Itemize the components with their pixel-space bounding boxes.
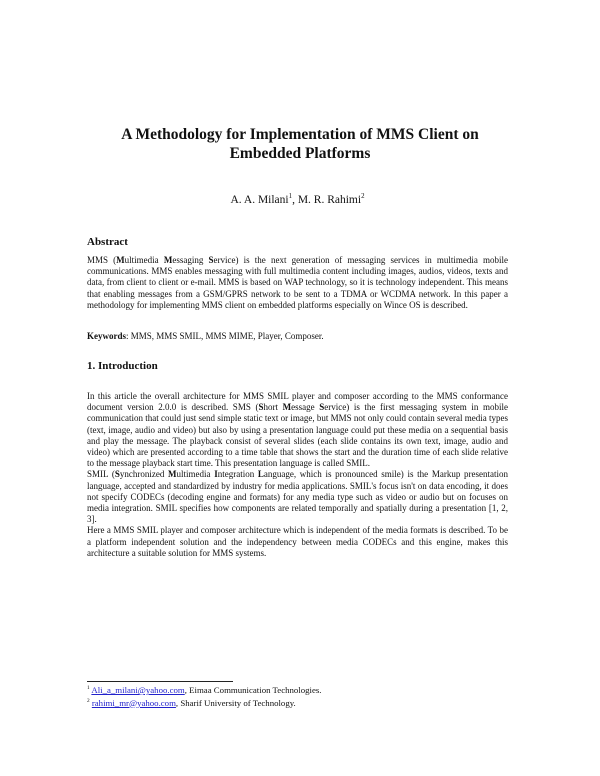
footnote: $^1$ Ali_a_milani@yahoo.com, Eimaa Communication Technologies. [87,685,322,695]
footnote-separator [87,681,233,682]
introduction-paragraph: In this article the overall architecture for MMS SMIL player and composer according to the MMS conformance document version 2.0.0 is described. SMS (Short Message Service) is the first messaging system in mobile communication that could just send simple static text or image, but MMS not only could contain several media types (text, image, audio and video) but also by using a presentation language could put these media on a sequential basis and play the message. The playback consist of several slides (each slide contains its own text, image, audio and video) which are presented according to a time table that shows the start and the duration time of each slide relative to the message playback start time. This presentation language is called SMIL. [87,391,509,469]
abstract-paragraph: MMS (Multimedia Messaging Service) is the next generation of messaging services in multimedia mobile communications. MMS enables messaging with full multimedia content including images, audios, videos, texts and data, from client to client or e-mail. MMS is based on WAP technology, so it is technology independent. This means that enabling messages from a GSM/GPRS network to be sent to a TDMA or WCDMA network. In this paper a methodology for implementing MMS client on embedded platforms especially on Wince OS is described. [87,255,508,310]
authors-line: A. A. Milani$^1$, M. R. Rahimi$^2$ [230,193,365,206]
footnote: $^2$ rahimi_mr@yahoo.com, Sharif University of Technology. [87,697,296,708]
email-link-milani[interactable]: Ali_a_milani@yahoo.com [91,685,185,695]
email-link-rahimi[interactable]: rahimi_mr@yahoo.com [91,697,176,708]
abstract-heading: Abstract [87,236,128,248]
introduction-heading: 1. Introduction [87,360,158,372]
keywords-line: Keywords: MMS, MMS SMIL, MMS MIME, Player, Composer. [87,331,324,341]
footnotes [87,684,508,709]
introduction-paragraph: SMIL (Synchronized Multimedia Integration Language, which is pronounced smile) is the Markup presentation language, accepted and standardized by industry for media applications. SMIL's focus isn't on data encoding, it does not specify CODECs (decoding engine and formats) for any media type such as video or audio but on focuses on media integration. SMIL specifies how components are related temporally and spatially during a presentation [1, 2, 3]. [87,469,508,525]
paper-title: A Methodology for Implementation of MMS Client on Embedded Platforms [121,126,479,162]
introduction-paragraph: Here a MMS SMIL player and composer architecture which is independent of the media formats is described. To be a platform independent solution and the independency between media CODECs and this engine, makes this architecture a suitable solution for MMS systems. [87,525,508,558]
introduction-section [87,391,508,559]
